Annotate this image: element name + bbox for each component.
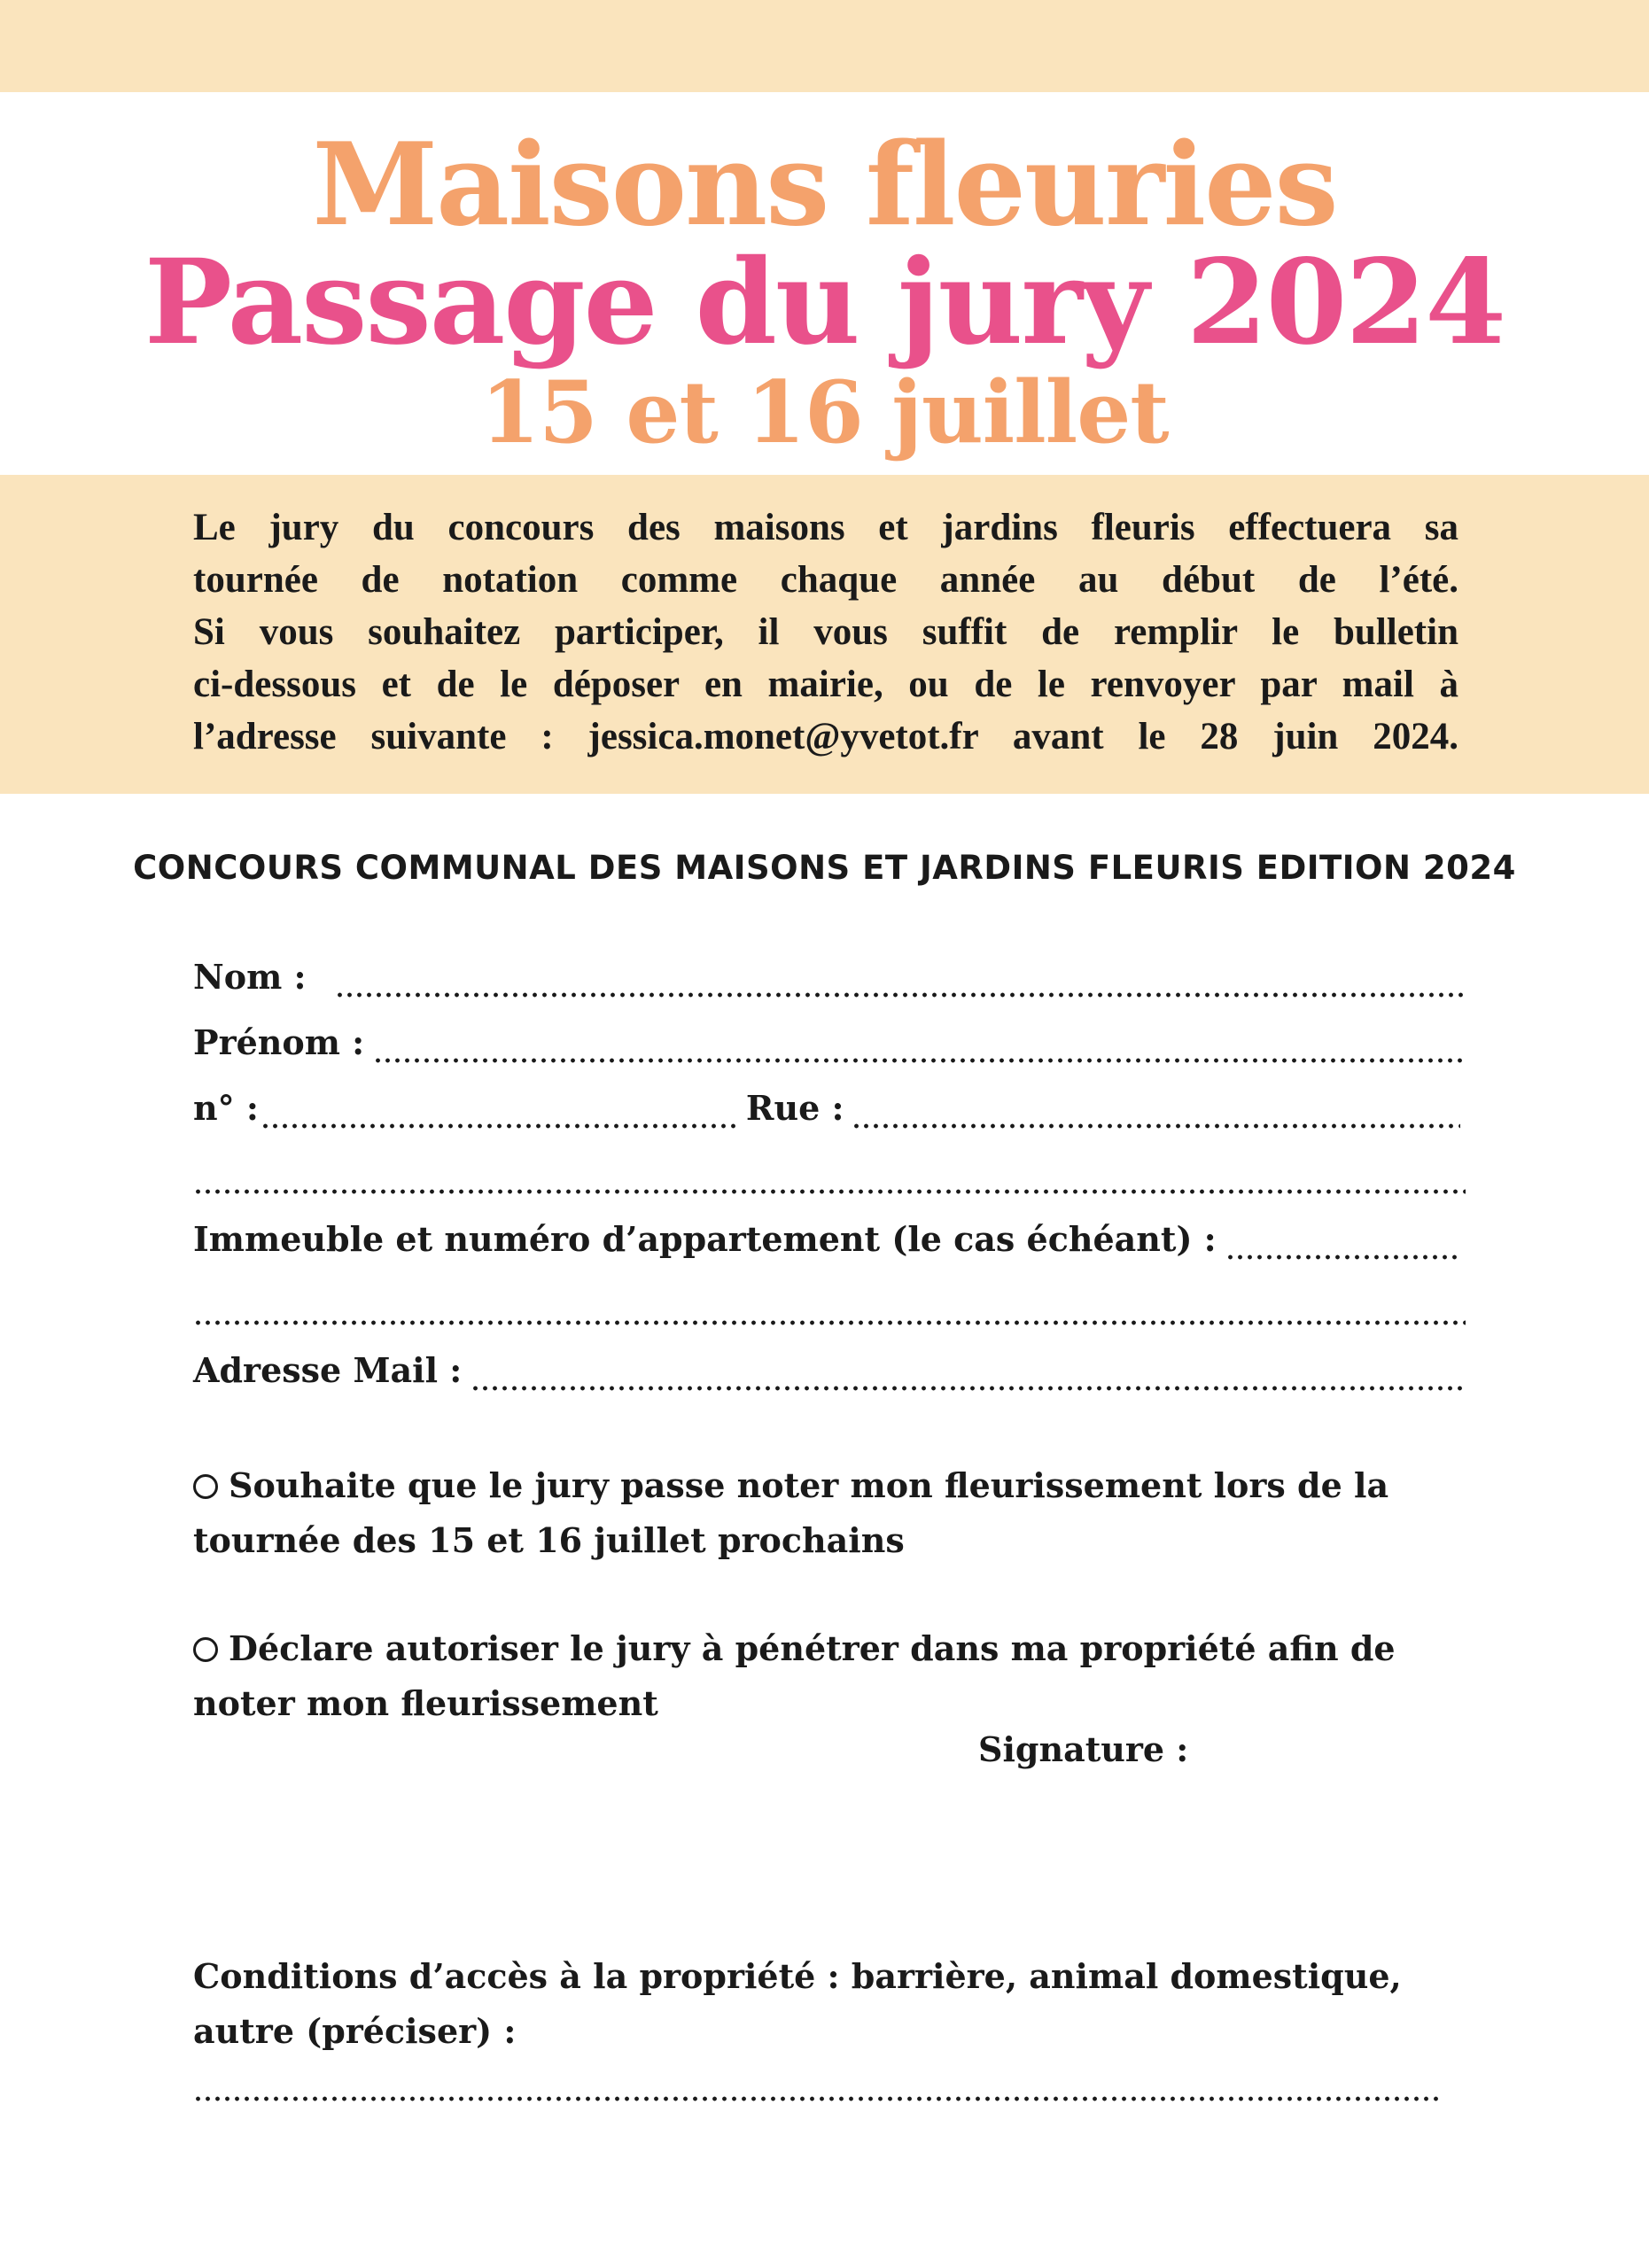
numero-label: n° : xyxy=(193,1088,259,1128)
mail-field[interactable] xyxy=(471,1386,1466,1391)
option-property-access-text-1: Déclare autoriser le jury à pénétrer dans ma propriété afin de xyxy=(229,1628,1396,1668)
option-jury-visit-text-1: Souhaite que le jury passe noter mon fleurissement lors de la xyxy=(229,1465,1389,1505)
conditions-line-2: autre (préciser) : xyxy=(193,2011,517,2051)
address-continuation-field[interactable] xyxy=(193,1189,1466,1194)
conditions-row xyxy=(193,2059,1443,2114)
intro-band xyxy=(0,475,1649,794)
form-heading: CONCOURS COMMUNAL DES MAISONS ET JARDINS FLEURIS EDITION 2024 xyxy=(133,849,1516,887)
immeuble-field[interactable] xyxy=(1225,1254,1460,1260)
header xyxy=(0,92,1649,475)
title-passage-du-jury: Passage du jury 2024 xyxy=(144,234,1505,371)
intro-text xyxy=(193,501,1458,763)
intro-line: Le jury du concours des maisons et jardins fleuris effectuera sa xyxy=(193,507,1458,548)
option-property-access xyxy=(193,1621,1466,1731)
prenom-field[interactable] xyxy=(373,1058,1466,1063)
nom-field[interactable] xyxy=(335,992,1466,998)
immeuble-continuation-row xyxy=(193,1285,1466,1338)
conditions-line-1: Conditions d’accès à la propriété : barrière, animal domestique, xyxy=(193,1956,1402,1996)
mail-row xyxy=(193,1350,1466,1403)
mail-label: Adresse Mail : xyxy=(193,1350,463,1390)
prenom-label: Prénom : xyxy=(193,1022,365,1062)
address-row xyxy=(193,1088,1466,1141)
nom-row xyxy=(193,957,1466,1010)
option-property-access-text-2: noter mon fleurissement xyxy=(193,1683,658,1723)
intro-line: Si vous souhaitez participer, il vous suffit de remplir le bulletin xyxy=(193,611,1458,653)
intro-line: ci-dessous et de le déposer en mairie, ou de le renvoyer par mail à xyxy=(193,664,1458,705)
rue-field[interactable] xyxy=(852,1123,1460,1129)
rue-label: Rue : xyxy=(745,1088,844,1128)
option-jury-visit-text-2: tournée des 15 et 16 juillet prochains xyxy=(193,1520,905,1560)
jury-visit-radio[interactable] xyxy=(193,1474,218,1499)
title-maisons-fleuries: Maisons fleuries xyxy=(312,119,1337,252)
title-dates: 15 et 16 juillet xyxy=(480,362,1169,462)
access-conditions xyxy=(193,1949,1466,2114)
prenom-row xyxy=(193,1022,1466,1076)
immeuble-continuation-field[interactable] xyxy=(193,1320,1466,1325)
property-access-radio[interactable] xyxy=(193,1637,218,1662)
nom-label: Nom : xyxy=(193,957,307,997)
immeuble-label: Immeuble et numéro d’appartement (le cas échéant) : xyxy=(193,1219,1217,1259)
address-continuation-row xyxy=(193,1153,1466,1207)
intro-line: l’adresse suivante : jessica.monet@yvetot.fr avant le 28 juin 2024. xyxy=(193,716,1458,757)
intro-line: tournée de notation comme chaque année au début de l’été. xyxy=(193,559,1458,601)
top-band xyxy=(0,0,1649,92)
option-jury-visit xyxy=(193,1458,1466,1568)
conditions-field[interactable] xyxy=(193,2096,1443,2101)
immeuble-row xyxy=(193,1219,1466,1272)
signature-label: Signature : xyxy=(978,1729,1189,1769)
numero-field[interactable] xyxy=(261,1123,739,1129)
